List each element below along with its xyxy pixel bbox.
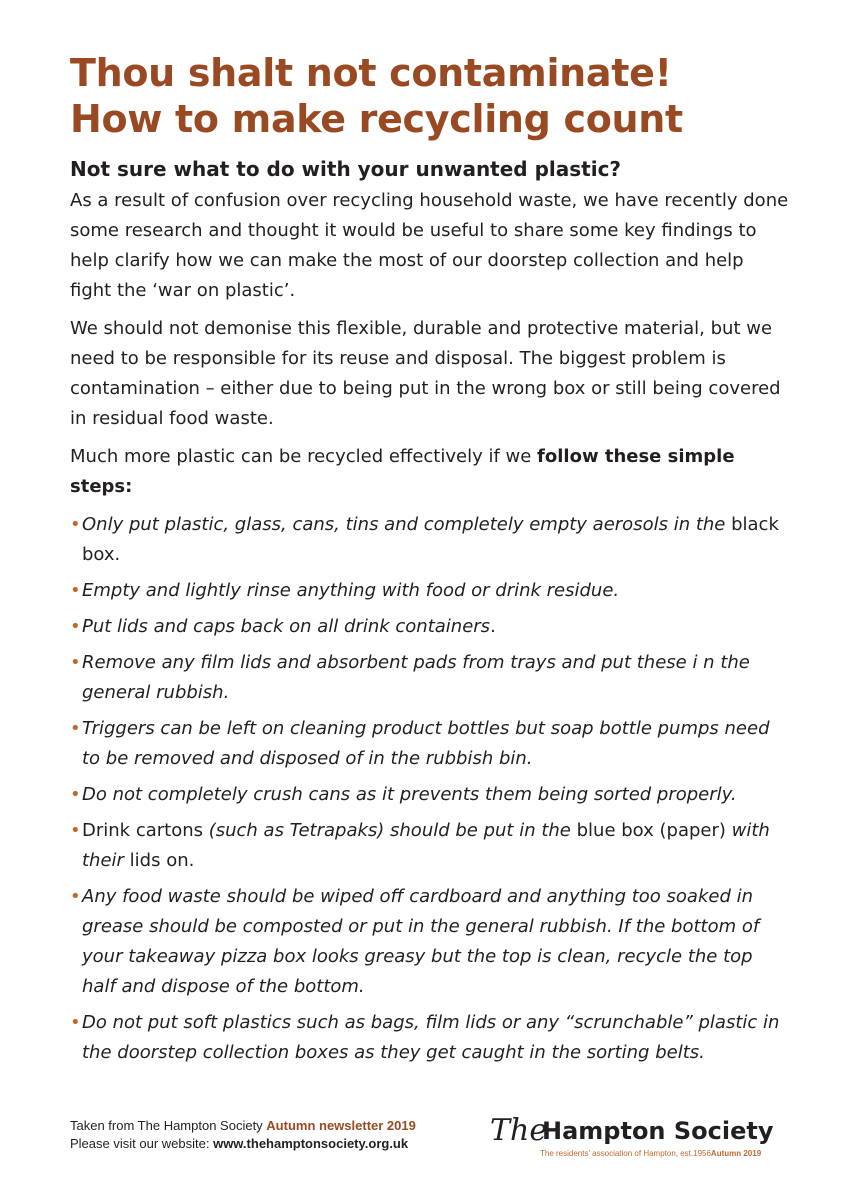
logo-name: Hampton Society <box>542 1117 774 1145</box>
bullet-icon: • <box>70 886 81 907</box>
page-title <box>70 50 790 142</box>
step-text: Do not completely crush cans as it prevents them being sorted properly. <box>82 784 737 805</box>
logo-tagline-text: The residents’ association of Hampton, est.1956 <box>540 1149 711 1158</box>
footer-source <box>70 1117 416 1135</box>
step-punctuation: . <box>490 616 496 637</box>
step-emphasis: Drink cartons <box>82 820 203 841</box>
list-item <box>70 816 790 876</box>
bullet-icon: • <box>70 580 81 601</box>
bullet-icon: • <box>70 652 81 673</box>
footer-website <box>70 1135 416 1153</box>
footer-newsletter: Autumn newsletter 2019 <box>266 1118 416 1133</box>
bullet-icon: • <box>70 718 81 739</box>
step-text: Triggers can be left on cleaning product bottles but soap bottle pumps need to be removed and disposed of in the rubbish bin. <box>82 718 770 769</box>
step-text: Remove any film lids and absorbent pads from trays and put these i n the general rubbish. <box>82 652 750 703</box>
title-line-1: Thou shalt not contaminate! <box>70 51 672 95</box>
bullet-icon: • <box>70 616 81 637</box>
bullet-icon: • <box>70 784 81 805</box>
step-text: Do not put soft plastics such as bags, film lids or any “scrunchable” plastic in the doorstep collection boxes as they get caught in the sorting belts. <box>82 1012 780 1063</box>
intro-paragraph: As a result of confusion over recycling household waste, we have recently done some research and thought it would be useful to share some key findings to help clarify how we can make the most of our doorstep collection and help fight the ‘war on plastic’. <box>70 190 789 301</box>
bullet-icon: • <box>70 820 81 841</box>
steps-intro-bold: follow these simple steps: <box>70 446 735 497</box>
hampton-society-logo <box>490 1110 790 1165</box>
list-item <box>70 648 790 708</box>
logo-tagline-season: Autumn 2019 <box>710 1149 762 1158</box>
step-emphasis: black box <box>82 514 779 565</box>
list-item <box>70 1008 790 1068</box>
website-link[interactable]: www.thehamptonsociety.org.uk <box>213 1136 409 1151</box>
step-emphasis: blue box <box>576 820 654 841</box>
step-text: Empty and lightly rinse anything with food or drink residue. <box>82 580 620 601</box>
step-text: Put lids and caps back on all drink containers <box>82 616 491 637</box>
bullet-icon: • <box>70 1012 81 1033</box>
list-item <box>70 612 790 642</box>
step-text: Only put plastic, glass, cans, tins and completely empty aerosols in the <box>82 514 732 535</box>
article <box>70 50 790 1074</box>
logo-tagline <box>540 1148 761 1159</box>
footer-source-text: Taken from The Hampton Society <box>70 1118 267 1133</box>
step-punctuation: . <box>188 850 195 871</box>
list-item <box>70 714 790 774</box>
steps-intro-text: Much more plastic can be recycled effectively if we <box>70 446 538 467</box>
step-emphasis: lids on <box>129 850 189 871</box>
step-punctuation: . <box>114 544 121 565</box>
list-item <box>70 882 790 1002</box>
step-emphasis: (paper) <box>653 820 726 841</box>
problem-paragraph: We should not demonise this flexible, durable and protective material, but we need to be responsible for its reuse and disposal. The biggest problem is contamination – either due to being put in the wrong box or still being covered in residual food waste. <box>70 318 781 429</box>
subtitle: Not sure what to do with your unwanted plastic? <box>70 157 622 181</box>
step-text: (such as Tetrapaks) should be put in the <box>203 820 577 841</box>
steps-intro-paragraph <box>70 442 790 502</box>
bullet-icon: • <box>70 514 81 535</box>
footer-website-text: Please visit our website: <box>70 1136 214 1151</box>
logo-the: The <box>490 1113 548 1148</box>
list-item <box>70 510 790 570</box>
footer <box>70 1117 416 1153</box>
list-item <box>70 576 790 606</box>
step-text: Any food waste should be wiped off cardboard and anything too soaked in grease should be composted or put in the general rubbish. If the bottom of your takeaway pizza box looks greasy but the top is clean, recycle the top half and dispose of the bottom. <box>82 886 760 997</box>
list-item <box>70 780 790 810</box>
step-text: with their <box>82 820 770 871</box>
steps-list <box>70 510 790 1068</box>
title-line-2: How to make recycling count <box>70 97 683 141</box>
